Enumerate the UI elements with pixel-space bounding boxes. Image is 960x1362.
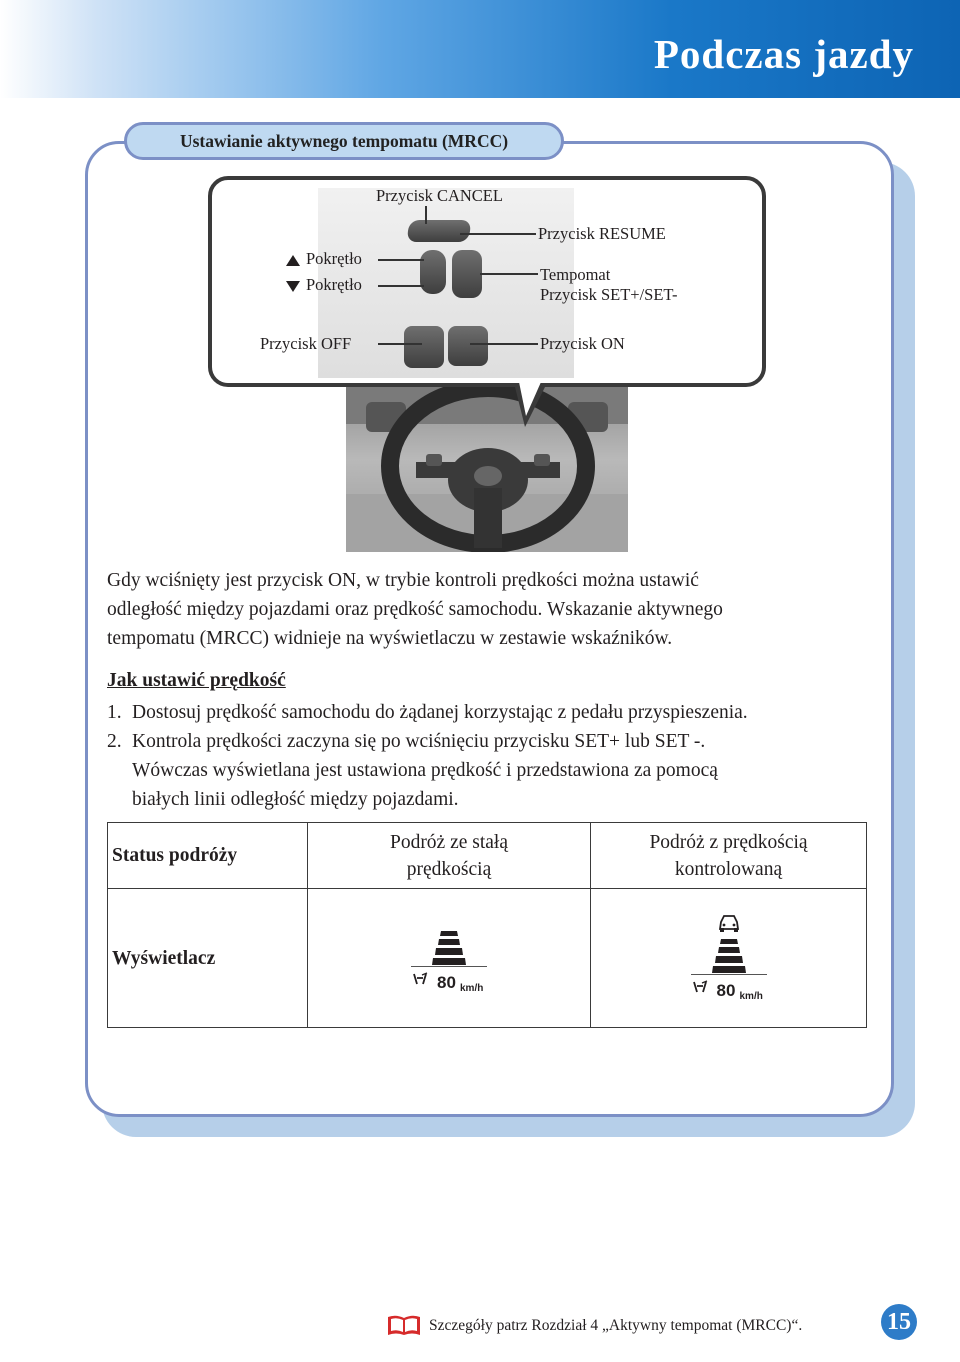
speed-unit: km/h [460, 983, 484, 994]
howto-step-2 [107, 727, 705, 756]
section-title: Ustawianie aktywnego tempomatu (MRCC) [124, 122, 564, 160]
col-header-line: prędkością [406, 858, 492, 880]
display-constant [308, 889, 591, 1028]
label-set: Przycisk SET+/SET- [540, 285, 678, 304]
leader-resume [460, 233, 536, 235]
label-off: Przycisk OFF [260, 334, 352, 353]
distance-bars-icon [687, 937, 771, 975]
col-header-line: kontrolowaną [674, 858, 783, 880]
howto-step-1 [107, 698, 748, 727]
label-knob-down: Pokrętło [306, 275, 362, 294]
label-cancel: Przycisk CANCEL [376, 186, 503, 205]
row-label-status [108, 823, 308, 889]
howto-heading: Jak ustawić prędkość [107, 670, 286, 691]
leader-off [378, 343, 422, 345]
knob-shape [420, 250, 446, 294]
triangle-down-icon [286, 281, 300, 292]
row-label-text: Status podróży [112, 845, 238, 866]
step-number: 1. [107, 702, 122, 723]
leader-knob-down [378, 285, 424, 287]
cancel-resume-button-shape [406, 220, 471, 242]
set-button-shape [452, 250, 482, 298]
book-icon [387, 1314, 421, 1336]
page-header [0, 0, 960, 98]
speed-unit: km/h [739, 991, 763, 1002]
intro-line-2: odległość między pojazdami oraz prędkość samochodu. Wskazanie aktywnego [107, 599, 723, 620]
leader-on [470, 343, 538, 345]
col-header-controlled [591, 823, 867, 889]
display-controlled [591, 889, 867, 1028]
row-label-display [108, 889, 308, 1028]
howto-step-2-cont-2: białych linii odległość między pojazdami. [132, 789, 459, 810]
intro-line-3: tempomatu (MRCC) widnieje na wyświetlaczu w zestawie wskaźników. [107, 628, 673, 649]
col-header-line: Podróż ze stałą [389, 831, 509, 853]
leader-set [480, 273, 538, 275]
set-speed: 80 [437, 973, 456, 992]
page-title: Podczas jazdy [653, 31, 914, 77]
vehicle-ahead-icon [717, 913, 741, 933]
off-button-shape [404, 326, 444, 368]
mrcc-display-constant [407, 929, 491, 994]
howto-step-2-cont-1: Wówczas wyświetlana jest ustawiona prędkość i przedstawiona za pomocą [132, 760, 718, 781]
step-number: 2. [107, 731, 122, 752]
page-number: 15 [881, 1304, 917, 1340]
callout-pointer-inner [519, 382, 541, 416]
distance-bars-icon [407, 929, 491, 967]
radar-car-icon [691, 980, 709, 994]
footer-reference: Szczegóły patrz Rozdział 4 „Aktywny tempomat (MRCC)“. [429, 1317, 803, 1334]
triangle-up-icon [286, 255, 300, 266]
leader-cancel [425, 206, 427, 224]
radar-car-icon [411, 972, 429, 986]
label-resume: Przycisk RESUME [538, 224, 666, 243]
label-on: Przycisk ON [540, 334, 625, 353]
col-header-constant [308, 823, 591, 889]
row-label-text: Wyświetlacz [112, 947, 216, 969]
leader-knob-up [378, 259, 424, 261]
step-text: Dostosuj prędkość samochodu do żądanej korzystając z pedału przyspieszenia. [132, 702, 748, 723]
col-header-line: Podróż z prędkością [649, 831, 808, 853]
intro-line-1: Gdy wciśnięty jest przycisk ON, w trybie kontroli prędkości można ustawić [107, 570, 699, 591]
on-button-shape [448, 326, 488, 366]
mrcc-display-controlled [687, 913, 771, 1002]
label-knob-up: Pokrętło [306, 249, 362, 268]
set-speed: 80 [716, 981, 736, 1000]
steering-wheel-photo [346, 384, 628, 552]
step-text: Kontrola prędkości zaczyna się po wciśnięciu przycisku SET+ lub SET -. [132, 731, 706, 752]
status-table [107, 822, 867, 1028]
label-tempomat: Tempomat [540, 265, 611, 284]
